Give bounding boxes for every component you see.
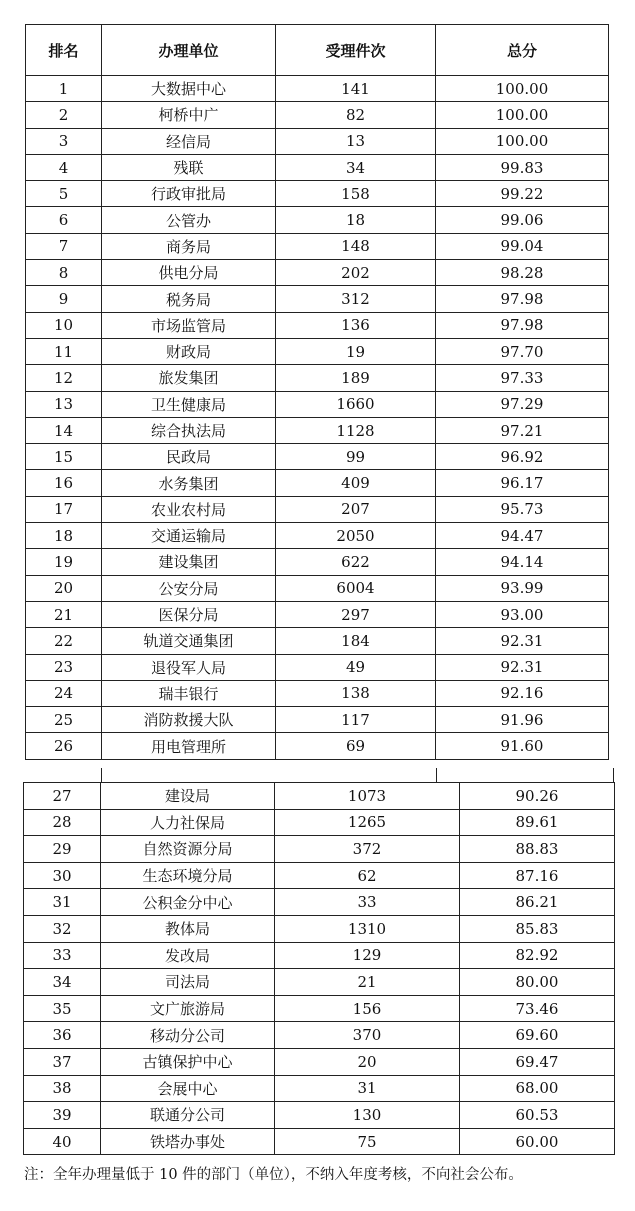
cell-unit: 教体局	[101, 915, 275, 942]
cell-count: 1660	[276, 391, 436, 417]
cell-unit: 市场监管局	[102, 312, 276, 338]
table-row	[24, 1048, 615, 1075]
cell-score: 97.29	[436, 391, 609, 417]
cell-rank: 5	[26, 181, 102, 207]
header-row	[26, 25, 609, 76]
table-row	[24, 836, 615, 863]
table-row	[24, 995, 615, 1022]
cell-rank: 21	[26, 601, 102, 627]
table-divider-stub	[613, 768, 614, 782]
cell-score: 99.04	[436, 233, 609, 259]
cell-rank: 8	[26, 260, 102, 286]
cell-rank: 11	[26, 338, 102, 364]
cell-count: 312	[276, 286, 436, 312]
table-row	[24, 969, 615, 996]
cell-count: 158	[276, 181, 436, 207]
table-row	[26, 286, 609, 312]
cell-unit: 发改局	[101, 942, 275, 969]
cell-count: 136	[276, 312, 436, 338]
cell-score: 92.31	[436, 628, 609, 654]
cell-unit: 司法局	[101, 969, 275, 996]
table-row	[24, 1128, 615, 1155]
cell-unit: 瑞丰银行	[102, 680, 276, 706]
cell-rank: 39	[24, 1102, 101, 1129]
cell-score: 91.60	[436, 733, 609, 759]
cell-count: 148	[276, 233, 436, 259]
table-row	[26, 365, 609, 391]
cell-score: 99.06	[436, 207, 609, 233]
cell-count: 20	[275, 1048, 460, 1075]
cell-rank: 17	[26, 496, 102, 522]
cell-count: 2050	[276, 523, 436, 549]
table-row	[26, 549, 609, 575]
cell-unit: 交通运输局	[102, 523, 276, 549]
table-row	[24, 942, 615, 969]
cell-score: 97.70	[436, 338, 609, 364]
cell-score: 80.00	[460, 969, 615, 996]
cell-rank: 1	[26, 76, 102, 102]
table-row	[24, 1075, 615, 1102]
cell-rank: 2	[26, 102, 102, 128]
cell-rank: 6	[26, 207, 102, 233]
cell-rank: 19	[26, 549, 102, 575]
cell-unit: 旅发集团	[102, 365, 276, 391]
cell-rank: 26	[26, 733, 102, 759]
cell-rank: 22	[26, 628, 102, 654]
table-row	[26, 312, 609, 338]
cell-score: 89.61	[460, 809, 615, 836]
cell-rank: 15	[26, 444, 102, 470]
table-row	[26, 102, 609, 128]
ranking-table-bottom	[23, 782, 615, 1155]
table-row	[26, 680, 609, 706]
cell-count: 184	[276, 628, 436, 654]
cell-unit: 税务局	[102, 286, 276, 312]
table-body-top	[26, 76, 609, 760]
cell-score: 100.00	[436, 76, 609, 102]
cell-unit: 农业农村局	[102, 496, 276, 522]
cell-unit: 古镇保护中心	[101, 1048, 275, 1075]
cell-count: 138	[276, 680, 436, 706]
cell-score: 93.00	[436, 601, 609, 627]
cell-unit: 柯桥中广	[102, 102, 276, 128]
cell-unit: 大数据中心	[102, 76, 276, 102]
table-row	[26, 496, 609, 522]
cell-count: 117	[276, 707, 436, 733]
cell-unit: 公积金分中心	[101, 889, 275, 916]
cell-count: 297	[276, 601, 436, 627]
cell-score: 60.00	[460, 1128, 615, 1155]
cell-count: 1265	[275, 809, 460, 836]
cell-count: 156	[275, 995, 460, 1022]
table-row	[26, 417, 609, 443]
cell-count: 19	[276, 338, 436, 364]
cell-rank: 25	[26, 707, 102, 733]
table-row	[26, 628, 609, 654]
cell-unit: 综合执法局	[102, 417, 276, 443]
table-row	[24, 1022, 615, 1049]
header-count: 受理件次	[276, 25, 436, 76]
table-row	[26, 233, 609, 259]
cell-rank: 14	[26, 417, 102, 443]
cell-unit: 水务集团	[102, 470, 276, 496]
cell-rank: 33	[24, 942, 101, 969]
cell-rank: 37	[24, 1048, 101, 1075]
cell-count: 207	[276, 496, 436, 522]
cell-rank: 23	[26, 654, 102, 680]
header-score: 总分	[436, 25, 609, 76]
table-row	[26, 707, 609, 733]
cell-unit: 生态环境分局	[101, 862, 275, 889]
cell-score: 96.92	[436, 444, 609, 470]
cell-score: 97.33	[436, 365, 609, 391]
cell-score: 97.98	[436, 312, 609, 338]
cell-score: 100.00	[436, 128, 609, 154]
cell-score: 60.53	[460, 1102, 615, 1129]
cell-score: 99.83	[436, 154, 609, 180]
cell-rank: 31	[24, 889, 101, 916]
cell-score: 69.60	[460, 1022, 615, 1049]
table-row	[26, 338, 609, 364]
cell-unit: 文广旅游局	[101, 995, 275, 1022]
cell-score: 94.47	[436, 523, 609, 549]
cell-rank: 20	[26, 575, 102, 601]
cell-unit: 用电管理所	[102, 733, 276, 759]
cell-score: 92.16	[436, 680, 609, 706]
cell-rank: 38	[24, 1075, 101, 1102]
table-row	[26, 523, 609, 549]
table-row	[24, 889, 615, 916]
cell-count: 130	[275, 1102, 460, 1129]
table-row	[26, 391, 609, 417]
cell-count: 21	[275, 969, 460, 996]
cell-score: 92.31	[436, 654, 609, 680]
cell-unit: 会展中心	[101, 1075, 275, 1102]
cell-rank: 32	[24, 915, 101, 942]
cell-count: 141	[276, 76, 436, 102]
cell-count: 6004	[276, 575, 436, 601]
table-body-bottom	[24, 783, 615, 1155]
cell-count: 75	[275, 1128, 460, 1155]
cell-count: 18	[276, 207, 436, 233]
cell-unit: 卫生健康局	[102, 391, 276, 417]
cell-unit: 民政局	[102, 444, 276, 470]
cell-rank: 16	[26, 470, 102, 496]
cell-rank: 36	[24, 1022, 101, 1049]
cell-score: 98.28	[436, 260, 609, 286]
cell-score: 82.92	[460, 942, 615, 969]
footnote: 注：全年办理量低于 10 件的部门（单位），不纳入年度考核，不向社会公布。	[24, 1167, 523, 1183]
cell-count: 202	[276, 260, 436, 286]
cell-unit: 轨道交通集团	[102, 628, 276, 654]
cell-count: 1128	[276, 417, 436, 443]
cell-count: 1073	[275, 783, 460, 810]
table-row	[26, 207, 609, 233]
cell-count: 99	[276, 444, 436, 470]
table-row	[24, 783, 615, 810]
table-divider-stub	[436, 768, 437, 782]
table-row	[26, 470, 609, 496]
cell-unit: 公管办	[102, 207, 276, 233]
cell-count: 370	[275, 1022, 460, 1049]
cell-rank: 18	[26, 523, 102, 549]
cell-rank: 35	[24, 995, 101, 1022]
cell-count: 69	[276, 733, 436, 759]
cell-unit: 消防救援大队	[102, 707, 276, 733]
cell-rank: 24	[26, 680, 102, 706]
cell-rank: 3	[26, 128, 102, 154]
cell-score: 86.21	[460, 889, 615, 916]
cell-unit: 建设局	[101, 783, 275, 810]
cell-count: 49	[276, 654, 436, 680]
cell-count: 31	[275, 1075, 460, 1102]
table-row	[24, 1102, 615, 1129]
cell-count: 33	[275, 889, 460, 916]
table-row	[26, 181, 609, 207]
cell-score: 100.00	[436, 102, 609, 128]
table-row	[24, 862, 615, 889]
cell-unit: 公安分局	[102, 575, 276, 601]
cell-rank: 12	[26, 365, 102, 391]
cell-score: 97.21	[436, 417, 609, 443]
table-row	[26, 128, 609, 154]
cell-score: 68.00	[460, 1075, 615, 1102]
cell-unit: 自然资源分局	[101, 836, 275, 863]
cell-count: 82	[276, 102, 436, 128]
cell-rank: 28	[24, 809, 101, 836]
cell-unit: 财政局	[102, 338, 276, 364]
cell-score: 88.83	[460, 836, 615, 863]
cell-score: 69.47	[460, 1048, 615, 1075]
table-row	[26, 260, 609, 286]
table-row	[26, 733, 609, 759]
table-row	[26, 575, 609, 601]
table-row	[26, 654, 609, 680]
cell-rank: 10	[26, 312, 102, 338]
cell-rank: 27	[24, 783, 101, 810]
cell-unit: 医保分局	[102, 601, 276, 627]
cell-rank: 40	[24, 1128, 101, 1155]
table-divider-stub	[101, 768, 102, 782]
cell-rank: 7	[26, 233, 102, 259]
cell-score: 90.26	[460, 783, 615, 810]
cell-unit: 行政审批局	[102, 181, 276, 207]
cell-score: 95.73	[436, 496, 609, 522]
cell-unit: 铁塔办事处	[101, 1128, 275, 1155]
table-row	[24, 915, 615, 942]
cell-count: 13	[276, 128, 436, 154]
cell-count: 372	[275, 836, 460, 863]
table-row	[26, 444, 609, 470]
cell-count: 622	[276, 549, 436, 575]
cell-count: 189	[276, 365, 436, 391]
cell-score: 93.99	[436, 575, 609, 601]
cell-rank: 34	[24, 969, 101, 996]
cell-score: 87.16	[460, 862, 615, 889]
cell-unit: 人力社保局	[101, 809, 275, 836]
table-row	[26, 154, 609, 180]
cell-score: 96.17	[436, 470, 609, 496]
cell-unit: 商务局	[102, 233, 276, 259]
cell-score: 94.14	[436, 549, 609, 575]
cell-rank: 29	[24, 836, 101, 863]
cell-unit: 经信局	[102, 128, 276, 154]
header-rank: 排名	[26, 25, 102, 76]
table-row	[24, 809, 615, 836]
header-unit: 办理单位	[102, 25, 276, 76]
cell-score: 91.96	[436, 707, 609, 733]
cell-count: 34	[276, 154, 436, 180]
cell-score: 73.46	[460, 995, 615, 1022]
cell-score: 97.98	[436, 286, 609, 312]
cell-count: 409	[276, 470, 436, 496]
cell-unit: 联通分公司	[101, 1102, 275, 1129]
cell-rank: 9	[26, 286, 102, 312]
cell-unit: 退役军人局	[102, 654, 276, 680]
cell-unit: 移动分公司	[101, 1022, 275, 1049]
cell-score: 99.22	[436, 181, 609, 207]
table-row	[26, 76, 609, 102]
ranking-table-top	[25, 24, 609, 760]
table-row	[26, 601, 609, 627]
cell-unit: 供电分局	[102, 260, 276, 286]
cell-rank: 4	[26, 154, 102, 180]
cell-unit: 残联	[102, 154, 276, 180]
cell-count: 1310	[275, 915, 460, 942]
cell-count: 129	[275, 942, 460, 969]
cell-score: 85.83	[460, 915, 615, 942]
cell-rank: 30	[24, 862, 101, 889]
cell-rank: 13	[26, 391, 102, 417]
cell-unit: 建设集团	[102, 549, 276, 575]
cell-count: 62	[275, 862, 460, 889]
